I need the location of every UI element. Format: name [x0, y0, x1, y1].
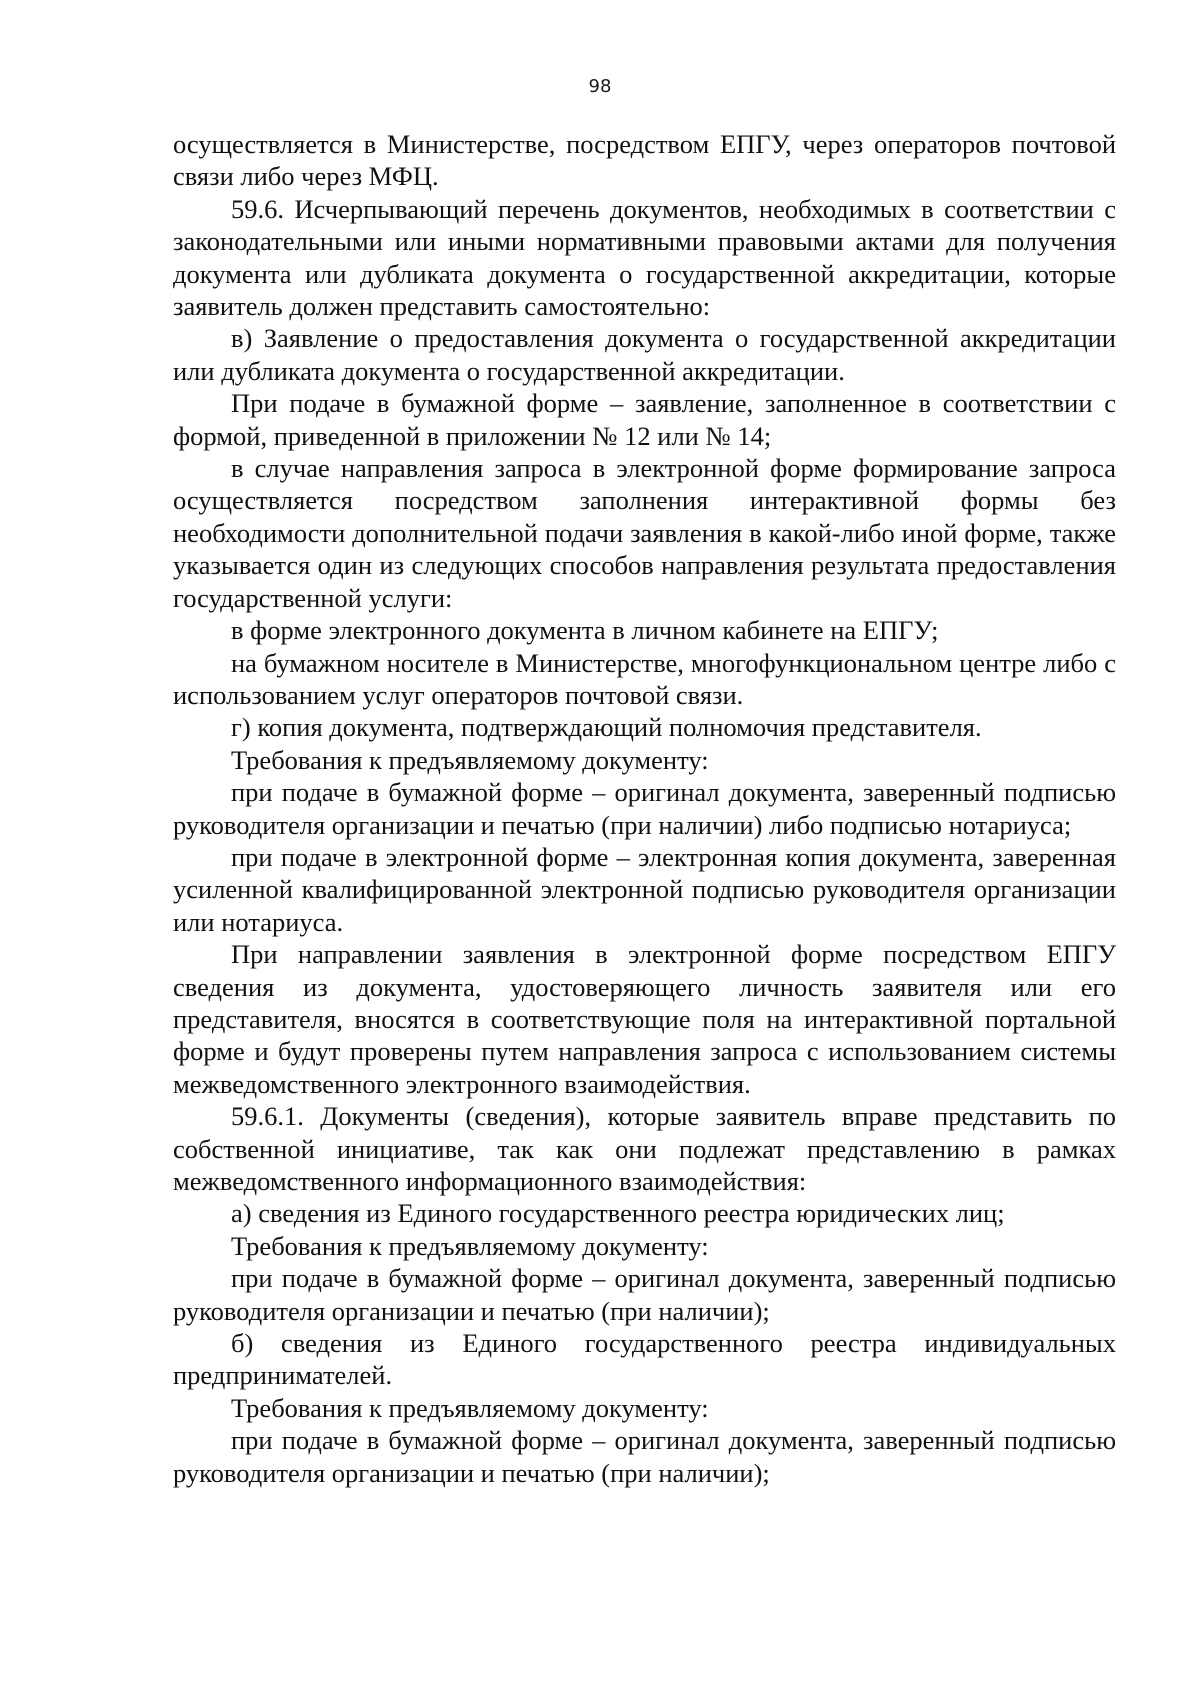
paragraph: 59.6.1. Документы (сведения), которые заявитель вправе представить по собственной инициативе, так как они подлежат представлению в рамках межведомственного информационного взаимодействия: [173, 1101, 1116, 1196]
paragraph: в) Заявление о предоставления документа о государственной аккредитации или дубликата документа о государственной аккредитации. [173, 323, 1116, 386]
paragraph: при подаче в бумажной форме – оригинал документа, заверенный подписью руководителя организации и печатью (при наличии); [173, 1263, 1116, 1326]
paragraph: б) сведения из Единого государственного реестра индивидуальных предпринимателей. [173, 1328, 1116, 1391]
paragraph: Требования к предъявляемому документу: [231, 1230, 709, 1261]
paragraph: При подаче в бумажной форме – заявление, заполненное в соответствии с формой, приведенной в приложении № 12 или № 14; [173, 388, 1116, 451]
paragraph: в случае направления запроса в электронной форме формирование запроса осуществляется посредством заполнения интерактивной формы без необходимости дополнительной подачи заявления в какой-либо иной форме, также указывается один из следующих способов направления результата предоставления государственной услуги: [173, 453, 1116, 613]
paragraph: на бумажном носителе в Министерстве, многофункциональном центре либо с использованием услуг операторов почтовой связи. [173, 647, 1116, 710]
document-body [173, 128, 1116, 1489]
paragraph: 59.6. Исчерпывающий перечень документов, необходимых в соответствии с законодательными или иными нормативными правовыми актами для получения документа или дубликата документа о государственной аккредитации, которые заявитель должен представить самостоятельно: [173, 193, 1116, 322]
paragraph: а) сведения из Единого государственного реестра юридических лиц; [231, 1198, 1005, 1229]
page-number: 98 [588, 76, 612, 97]
paragraph: Требования к предъявляемому документу: [231, 744, 709, 775]
paragraph: при подаче в бумажной форме – оригинал документа, заверенный подписью руководителя организации и печатью (при наличии) либо подписью нотариуса; [173, 777, 1116, 840]
paragraph: г) копия документа, подтверждающий полномочия представителя. [231, 712, 982, 743]
paragraph: при подаче в бумажной форме – оригинал документа, заверенный подписью руководителя организации и печатью (при наличии); [173, 1425, 1116, 1488]
paragraph: Требования к предъявляемому документу: [231, 1392, 709, 1423]
paragraph: при подаче в электронной форме – электронная копия документа, заверенная усиленной квалифицированной электронной подписью руководителя организации или нотариуса. [173, 841, 1116, 937]
paragraph: в форме электронного документа в личном кабинете на ЕПГУ; [231, 615, 939, 646]
paragraph: осуществляется в Министерстве, посредством ЕПГУ, через операторов почтовой связи либо через МФЦ. [173, 129, 1116, 192]
paragraph: При направлении заявления в электронной форме посредством ЕПГУ сведения из документа, удостоверяющего личность заявителя или его представителя, вносятся в соответствующие поля на интерактивной портальной форме и будут проверены путем направления запроса с использованием системы межведомственного электронного взаимодействия. [173, 939, 1116, 1099]
